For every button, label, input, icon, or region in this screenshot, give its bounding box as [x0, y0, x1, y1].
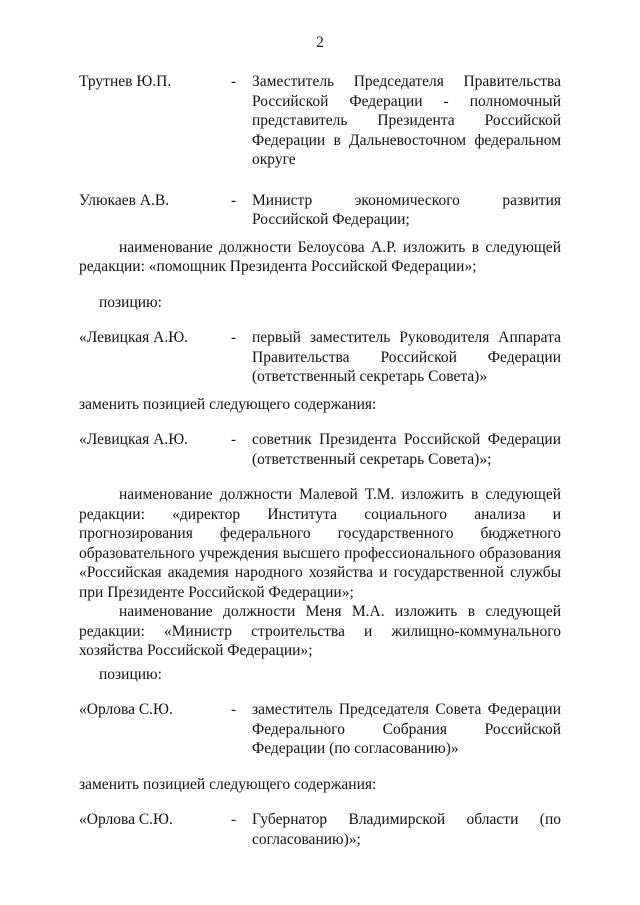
label-poziciyu: позицию:	[99, 665, 162, 683]
entry-dash: -	[231, 701, 237, 718]
entry-ulyukaev	[79, 191, 561, 230]
entry-description: заместитель Председателя Совета Федерации Федерального Собрания Российской Федерации (по согласованию)»	[252, 701, 561, 757]
paragraph-belousov: наименование должности Белоусова А.Р. изложить в следующей редакции: «помощник Президента Российской Федерации»;	[79, 238, 561, 275]
entry-name: «Левицкая А.Ю.	[79, 431, 188, 448]
entry-levitskaya-old	[79, 328, 561, 387]
label-poziciyu: позицию:	[99, 293, 162, 311]
entry-dash: -	[231, 431, 237, 448]
entry-name: «Левицкая А.Ю.	[79, 329, 188, 346]
entry-description: Губернатор Владимирской области (по согласованию)»;	[252, 811, 561, 848]
page-number: 2	[316, 34, 324, 51]
entry-name: «Орлова С.Ю.	[79, 701, 173, 718]
entry-description: Заместитель Председателя Правительства Российской Федерации - полномочный представитель Президента Российской Федерации в Дальневосточном федеральном округе	[252, 73, 561, 168]
entry-levitskaya-new	[79, 430, 561, 469]
entry-description: советник Президента Российской Федерации (ответственный секретарь Совета)»;	[252, 431, 561, 468]
entry-orlova-old	[79, 700, 561, 759]
entry-trutnev	[79, 72, 561, 170]
paragraph-maleva: наименование должности Малевой Т.М. изложить в следующей редакции: «директор Института социального анализа и прогнозирования федерального государственного бюджетного образовательного учреждения высшего профессионального образования «Российская академия народного хозяйства и государственной службы при Президенте Российской Федерации»;	[79, 486, 561, 601]
document-body	[79, 72, 561, 849]
entry-dash: -	[231, 329, 237, 346]
entry-name: Улюкаев А.В.	[79, 191, 170, 209]
paragraph-men: наименование должности Меня М.А. изложить в следующей редакции: «Министр строительства и жилищно-коммунального хозяйства Российской Федерации»;	[79, 603, 561, 659]
entry-dash: -	[231, 73, 237, 90]
entry-description: Министр экономического развития Российской Федерации;	[252, 191, 561, 228]
entry-description: первый заместитель Руководителя Аппарата Правительства Российской Федерации (ответственный секретарь Совета)»	[252, 329, 561, 385]
label-zamenit: заменить позицией следующего содержания:	[79, 395, 377, 413]
entry-dash: -	[231, 191, 237, 209]
entry-name: Трутнев Ю.П.	[79, 73, 172, 90]
label-zamenit: заменить позицией следующего содержания:	[79, 775, 377, 793]
entry-dash: -	[231, 811, 237, 828]
entry-orlova-new	[79, 810, 561, 849]
entry-name: «Орлова С.Ю.	[79, 811, 173, 828]
